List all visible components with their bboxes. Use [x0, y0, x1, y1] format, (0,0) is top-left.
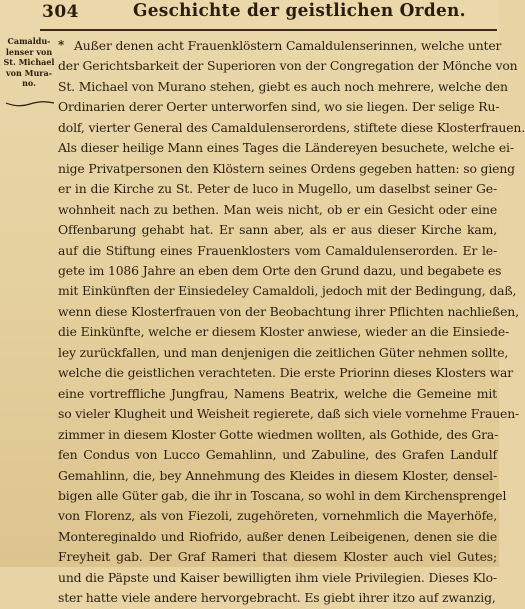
- text-line: gete im 1086 Jahre an eben dem Orte den Grund dazu, und begabete es: [58, 262, 502, 278]
- margin-note: [0, 36, 58, 89]
- text-line: welche die geistlichen verachteten. Die erste Priorinn dieses Klosters war: [58, 365, 514, 381]
- text-line: zimmer in diesem Kloster Gotte wiedmen wollten, als Gothide, des Gra-: [58, 426, 499, 442]
- text-line: wohnheit nach zu bethen. Man weis nicht, ob er ein Gesicht oder eine: [58, 201, 497, 217]
- text-line: er in die Kirche zu St. Peter de luco in Mugello, um daselbst seiner Ge-: [58, 181, 497, 197]
- text-line: eine vortreffliche Jungfrau, Namens Beatrix, welche die Gemeine mit: [58, 385, 497, 401]
- running-head: Geschichte der geistlichen Orden.: [133, 0, 466, 21]
- body-text: [58, 36, 525, 609]
- margin-note-line: no.: [22, 78, 36, 88]
- text-line: St. Michael von Murano stehen, giebt es auch noch mehrere, welche den: [58, 78, 508, 94]
- margin-note-line: St. Michael: [3, 57, 55, 67]
- text-line: mit Einkünften der Einsiedeley Camaldoli, jedoch mit der Bedingung, daß,: [58, 283, 517, 299]
- margin-note-line: Camaldu-: [7, 36, 51, 46]
- text-line: wenn diese Klosterfrauen von der Beobachtung ihrer Pflichten nachließen,: [58, 303, 519, 319]
- text-line: Ordinarien derer Oerter unterworfen sind, wo sie liegen. Der selige Ru-: [58, 99, 500, 115]
- text-line: Außer denen acht Frauenklöstern Camaldulenserinnen, welche unter: [74, 38, 502, 53]
- text-line: Gemahlinn, die, bey Annehmung des Kleides in diesem Kloster, densel-: [58, 467, 497, 483]
- text-line: der Gerichtsbarkeit der Superioren von der Congregation der Mönche von: [58, 58, 518, 74]
- text-line: Als dieser heilige Mann eines Tages die Ländereyen besuchete, welche ei-: [58, 140, 514, 156]
- text-line: fen Condus von Lucco Gemahlinn, und Zabuline, des Grafen Landulf: [58, 447, 497, 463]
- text-line: bigen alle Güter gab, die ihr in Toscana, so wohl in dem Kirchensprengel: [58, 487, 507, 503]
- text-line: nige Privatpersonen den Klöstern seines Ordens gegeben hatten: so gieng: [58, 160, 515, 176]
- margin-note-line: lenser von: [5, 46, 53, 57]
- text-line: so vieler Klugheit und Weisheit regierete, daß sich viele vornehme Frauen-: [58, 406, 520, 422]
- text-line: ley zurückfallen, und man denjenigen die zeitlichen Güter nehmen sollte,: [58, 344, 509, 360]
- text-line: von Florenz, als von Fiezoli, zugehöreten, vornehmlich die Mayerhöfe,: [58, 508, 497, 524]
- text-line: auf die Stiftung eines Frauenklosters vom Camaldulenserorden. Er le-: [58, 242, 497, 258]
- text-line: und die Päpste und Kaiser bewilligten ihm viele Privilegien. Dieses Klo-: [58, 569, 497, 585]
- text-line: die Einkünfte, welche er diesem Kloster anwiese, wieder an die Einsiede-: [58, 324, 510, 340]
- page-number: 304: [42, 2, 79, 22]
- text-line: ster hatte viele andere hervorgebracht. Es giebt ihrer itzo auf zwanzig,: [58, 590, 496, 606]
- margin-flourish-icon: [4, 99, 56, 109]
- text-line: dolf, vierter General des Camaldulenserordens, stiftete diese Klosterfrauen.: [58, 119, 525, 135]
- footnote-marker: *: [58, 38, 65, 52]
- text-line: Freyheit gab. Der Graf Rameri that diesem Kloster auch viel Gutes;: [58, 549, 497, 565]
- text-line: Montereginaldo und Riofrido, außer denen Leibeigenen, denen sie die: [58, 528, 497, 544]
- header-rule: [40, 29, 497, 31]
- margin-note-line: von Mura-: [6, 67, 52, 78]
- text-line: Offenbarung gehabt hat. Er sann aber, als er aus dieser Kirche kam,: [58, 222, 497, 238]
